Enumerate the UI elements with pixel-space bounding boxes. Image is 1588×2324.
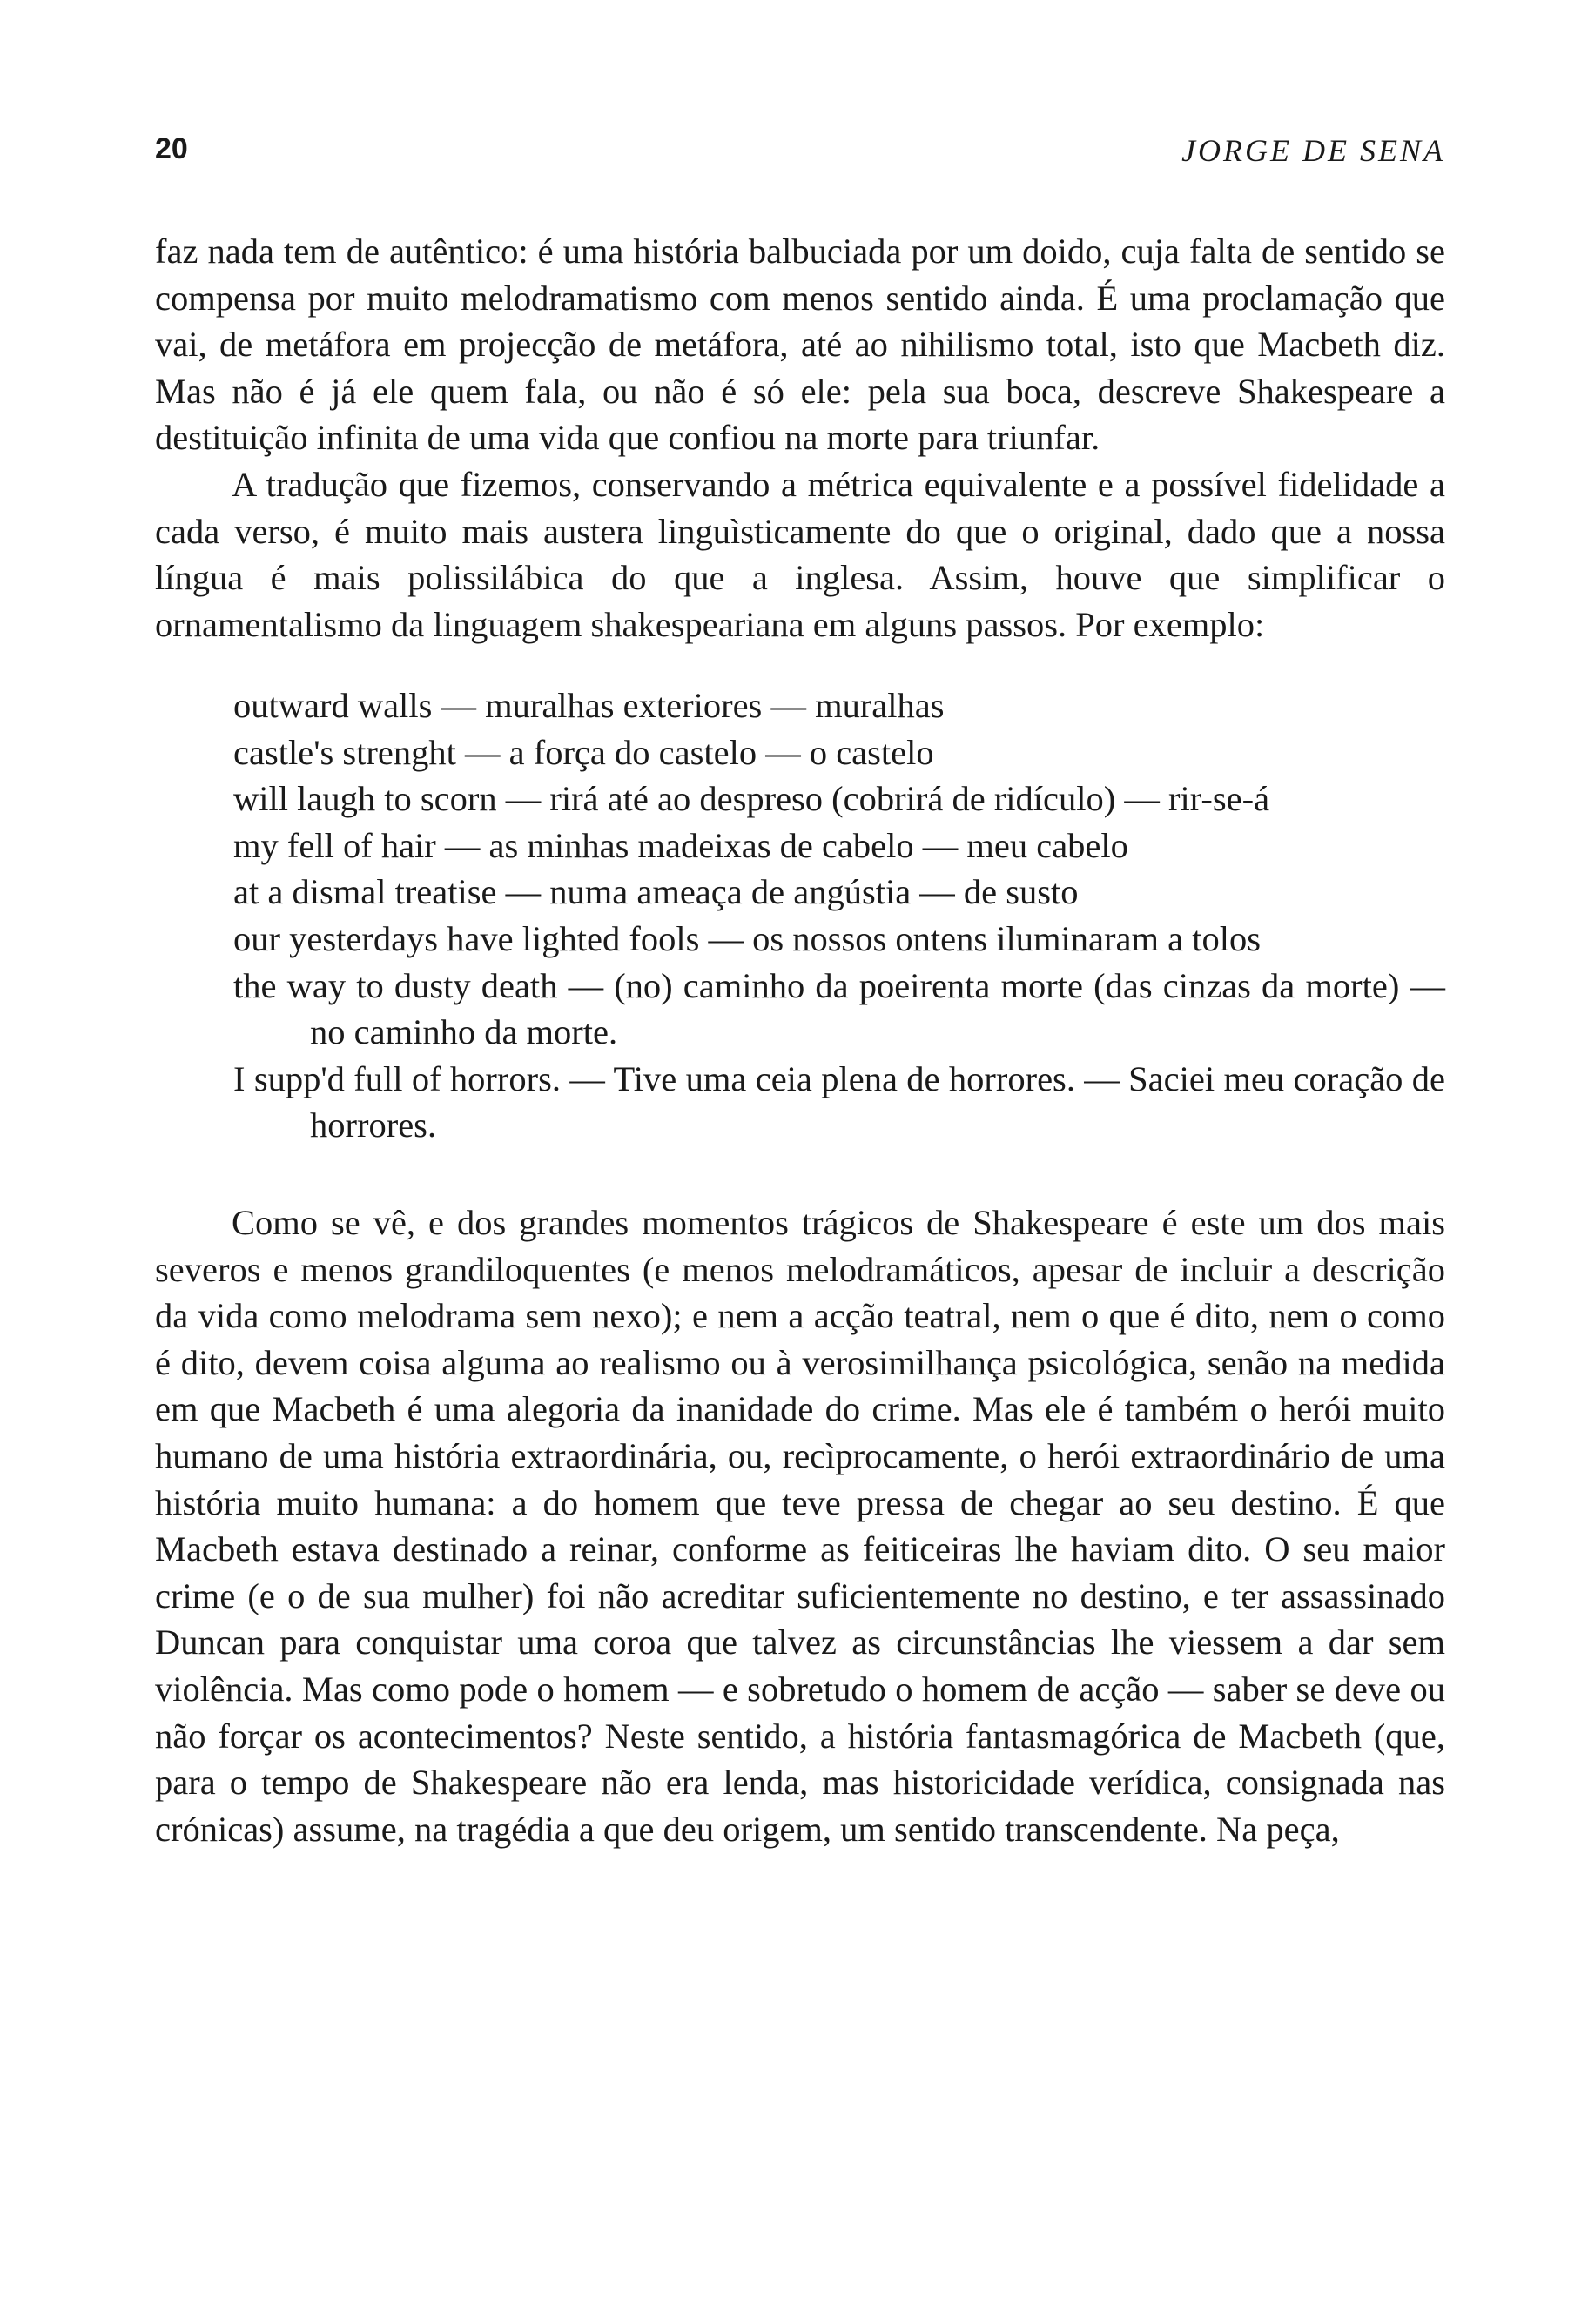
page-number: 20 xyxy=(155,132,188,165)
example-line: the way to dusty death — (no) caminho da poeirenta morte (das cinzas da morte) — no caminho da morte. xyxy=(233,965,1445,1052)
example-line: castle's strenght — a força do castelo — o castelo xyxy=(233,732,934,772)
example-line: outward walls — muralhas exteriores — muralhas xyxy=(233,686,945,725)
example-line: our yesterdays have lighted fools — os nossos ontens iluminaram a tolos xyxy=(233,918,1261,958)
example-line: will laugh to scorn — rirá até ao despreso (cobrirá de ridículo) — rir-se-á xyxy=(233,779,1270,819)
paragraph: faz nada tem de autêntico: é uma história balbuciada por um doido, cuja falta de sentido se compensa por muito melodramatismo com menos sentido ainda. É uma proclamação que vai, de metáfora em projecção de metáfora, até ao nihilismo total, isto que Macbeth diz. Mas não é já ele quem fala, ou não é só ele: pela sua boca, descreve Shakespeare a destituição infinita de uma vida que confiou na morte para triunfar. xyxy=(155,232,1445,458)
running-head: JORGE DE SENA xyxy=(1181,133,1445,168)
page-header xyxy=(155,132,1445,176)
example-line: I supp'd full of horrors. — Tive uma ceia plena de horrores. — Saciei meu coração de horrores. xyxy=(233,1058,1445,1145)
paragraph-continuation xyxy=(155,228,1445,648)
example-line: my fell of hair — as minhas madeixas de cabelo — meu cabelo xyxy=(233,825,1128,865)
example-line: at a dismal treatise — numa ameaça de angústia — de susto xyxy=(233,872,1079,912)
translation-examples xyxy=(233,682,1445,1149)
closing-block xyxy=(155,1199,1445,1852)
paragraph: Como se vê, e dos grandes momentos trágicos de Shakespeare é este um dos mais severos e menos grandiloquentes (e menos melodramáticos, apesar de incluir a descrição da vida como melodrama sem nexo); e nem a acção teatral, nem o que é dito, nem o como é dito, devem coisa alguma ao realismo ou à verosimilhança psicológica, senão na medida em que Macbeth é uma alegoria da inanidade do crime. Mas ele é também o herói muito humano de uma história extraordinária, ou, recìprocamente, o herói extraordinário de uma história muito humana: a do homem que teve pressa de chegar ao seu destino. É que Macbeth estava destinado a reinar, conforme as feiticeiras lhe haviam dito. O seu maior crime (e o de sua mulher) foi não acreditar suficientemente no destino, e ter assassinado Duncan para conquistar uma coroa que talvez as circunstâncias lhe viessem a dar sem violência. Mas como pode o homem — e sobretudo o homem de acção — saber se deve ou não forçar os acontecimentos? Neste sentido, a história fantasmagórica de Macbeth (que, para o tempo de Shakespeare não era lenda, mas historicidade verídica, consignada nas crónicas) assume, na tragédia a que deu origem, um sentido transcendente. Na peça, xyxy=(155,1203,1445,1849)
paragraph: A tradução que fizemos, conservando a métrica equivalente e a possível fidelidade a cada verso, é muito mais austera linguìsticamente do que o original, dado que a nossa língua é mais polissilábica do que a inglesa. Assim, houve que simplificar o ornamentalismo da linguagem shakespeariana em alguns passos. Por exemplo: xyxy=(155,464,1445,644)
